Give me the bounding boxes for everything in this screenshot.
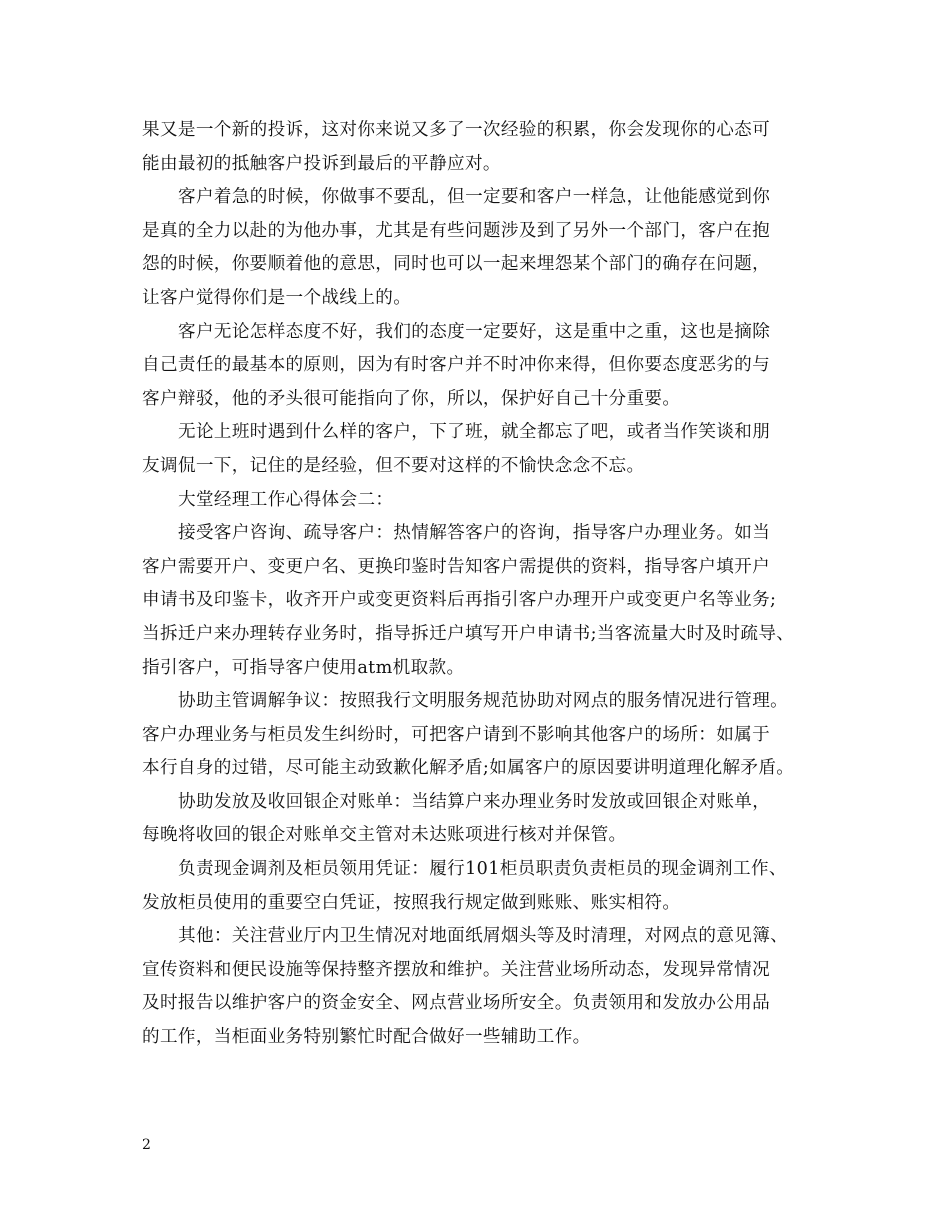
page-number: 2 — [142, 1137, 151, 1153]
text-line: 及时报告以维护客户的资金安全、网点营业场所安全。负责领用和发放办公用品 — [142, 993, 771, 1014]
text-line: 客户需要开户、变更户名、更换印鉴时告知客户需提供的资料，指导客户填开户 — [142, 556, 771, 577]
text-line: 友调侃一下，记住的是经验，但不要对这样的不愉快念念不忘。 — [142, 455, 645, 476]
text-line: 指引客户，可指导客户使用atm机取款。 — [142, 657, 465, 678]
section-heading-text: 大堂经理工作心得体会二： — [178, 489, 394, 510]
text-line: 本行自身的过错，尽可能主动致歉化解矛盾;如属客户的原因要讲明道理化解矛盾。 — [142, 758, 795, 779]
text-line: 是真的全力以赴的为他办事，尤其是有些问题涉及到了另外一个部门，客户在抱 — [142, 220, 771, 241]
text-line: 其他：关注营业厅内卫生情况对地面纸屑烟头等及时清理，对网点的意见簿、 — [178, 926, 789, 947]
text-line: 负责现金调剂及柜员领用凭证：履行101柜员职责负责柜员的现金调剂工作、 — [178, 859, 787, 880]
text-line: 客户办理业务与柜员发生纠纷时，可把客户请到不影响其他客户的场所：如属于 — [142, 724, 771, 745]
text-line: 无论上班时遇到什么样的客户，下了班，就全都忘了吧，或者当作笑谈和朋 — [178, 422, 771, 443]
text-line: 协助发放及收回银企对账单：当结算户来办理业务时发放或回银企对账单， — [178, 791, 771, 812]
paragraph-cash — [142, 853, 832, 920]
paragraph-statements — [142, 786, 832, 853]
text-line: 每晚将收回的银企对账单交主管对未达账项进行核对并保管。 — [142, 825, 627, 846]
section-heading — [142, 484, 832, 518]
paragraph-urgency — [142, 181, 832, 315]
text-line: 客户辩驳，他的矛头很可能指向了你，所以，保护好自己十分重要。 — [142, 388, 681, 409]
text-line: 宣传资料和便民设施等保持整齐摆放和维护。关注营业场所动态，发现异常情况 — [142, 959, 771, 980]
paragraph-continuation — [142, 114, 832, 181]
text-line: 能由最初的抵触客户投诉到最后的平静应对。 — [142, 153, 501, 174]
text-line: 客户着急的时候，你做事不要乱，但一定要和客户一样急，让他能感觉到你 — [178, 187, 771, 208]
text-line: 接受客户咨询、疏导客户：热情解答客户的咨询，指导客户办理业务。如当 — [178, 523, 771, 544]
paragraph-other — [142, 920, 832, 1054]
text-line: 自己责任的最基本的原则，因为有时客户并不时冲你来得，但你要态度恶劣的与 — [142, 355, 771, 376]
text-line: 客户无论怎样态度不好，我们的态度一定要好，这是重中之重，这也是摘除 — [178, 321, 771, 342]
text-line: 果又是一个新的投诉，这对你来说又多了一次经验的积累，你会发现你的心态可 — [142, 120, 771, 140]
paragraph-dispute — [142, 685, 832, 786]
text-line: 怨的时候，你要顺着他的意思，同时也可以一起来埋怨某个部门的确存在问题， — [142, 254, 771, 275]
text-line: 让客户觉得你们是一个战线上的。 — [142, 287, 412, 308]
document-body — [142, 114, 832, 1055]
paragraph-consultation — [142, 517, 832, 685]
text-line: 发放柜员使用的重要空白凭证，按照我行规定做到账账、账实相符。 — [142, 892, 681, 913]
text-line: 的工作，当柜面业务特别繁忙时配合做好一些辅助工作。 — [142, 1027, 591, 1048]
text-line: 申请书及印鉴卡，收齐开户或变更资料后再指引客户办理开户或变更户名等业务; — [142, 590, 777, 611]
text-line: 协助主管调解争议：按照我行文明服务规范协助对网点的服务情况进行管理。 — [178, 691, 789, 712]
paragraph-after-work — [142, 416, 832, 483]
text-line: 当拆迁户来办理转存业务时，指导拆迁户填写开户申请书;当客流量大时及时疏导、 — [142, 623, 795, 644]
paragraph-attitude — [142, 316, 832, 417]
